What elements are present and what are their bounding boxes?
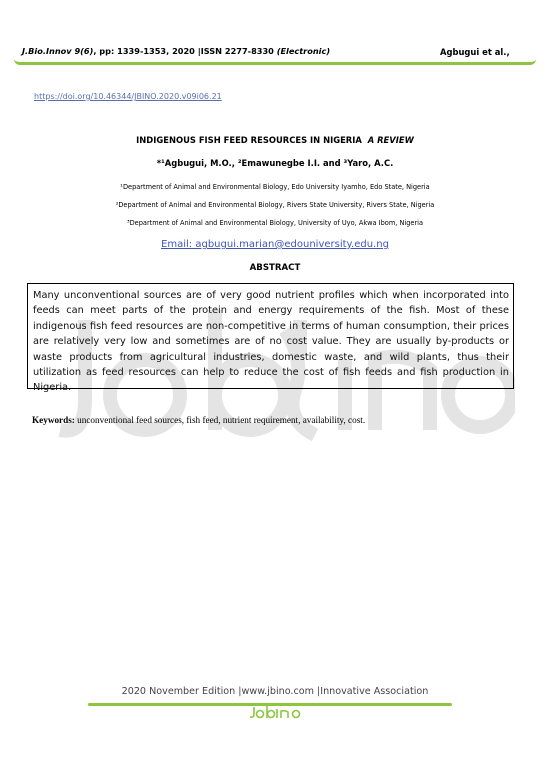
abstract-heading: ABSTRACT [249, 263, 301, 273]
title-subtitle: A REVIEW [367, 135, 414, 145]
jbino-logo-icon [246, 705, 304, 719]
title-main: INDIGENOUS FISH FEED RESOURCES IN NIGERIA [136, 135, 362, 145]
journal-pages: , pp: 1339-1353, 2020 |ISSN 2277-8330 [93, 46, 277, 56]
journal-name: J.Bio.Innov 9(6) [22, 46, 94, 56]
paper-title [0, 135, 550, 145]
affiliation-2: ²Department of Animal and Environmental Biology, Rivers State University, Rivers State, Nigeria [115, 201, 435, 209]
keywords-label: Keywords: [32, 415, 75, 425]
abstract-text: Many unconventional sources are of very good nutrient profiles which when incorporated into feeds can meet parts of the protein and energy requirements of the fish. Most of these indigenous fish feed resources are non-competitive in terms of human consumption, their prices are relatively very low and sometimes are of no cost value. They are usually by-products or waste products from agricultural industries, domestic waste, and wild plants, thus their utilization as feed resources can help to reduce the cost of fish feeds and fish production in Nigeria. [33, 290, 509, 394]
affiliation-3: ³Department of Animal and Environmental Biology, University of Uyo, Akwa Ibom, Nigeria [126, 219, 424, 227]
keywords-line [32, 415, 365, 425]
running-author: Agbugui et al., [440, 47, 510, 57]
abstract-box [27, 283, 514, 394]
keywords-text: unconventional feed sources, fish feed, nutrient requirement, availability, cost. [74, 415, 366, 425]
doi-link[interactable]: https://doi.org/10.46344/JBINO.2020.v09i06.21 [34, 92, 222, 101]
email-link[interactable]: Email: agbugui.marian@edouniversity.edu.ng [161, 239, 389, 250]
footer-text: 2020 November Edition |www.jbino.com |Innovative Association [121, 686, 429, 697]
author-list: *¹Agbugui, M.O., ²Emawunegbe I.I. and ³Yaro, A.C. [156, 158, 394, 168]
affiliation-1: ¹Department of Animal and Environmental Biology, Edo University Iyamho, Edo State, Nigeria [120, 183, 430, 191]
journal-reference [22, 46, 330, 56]
journal-type: (Electronic) [276, 46, 331, 56]
